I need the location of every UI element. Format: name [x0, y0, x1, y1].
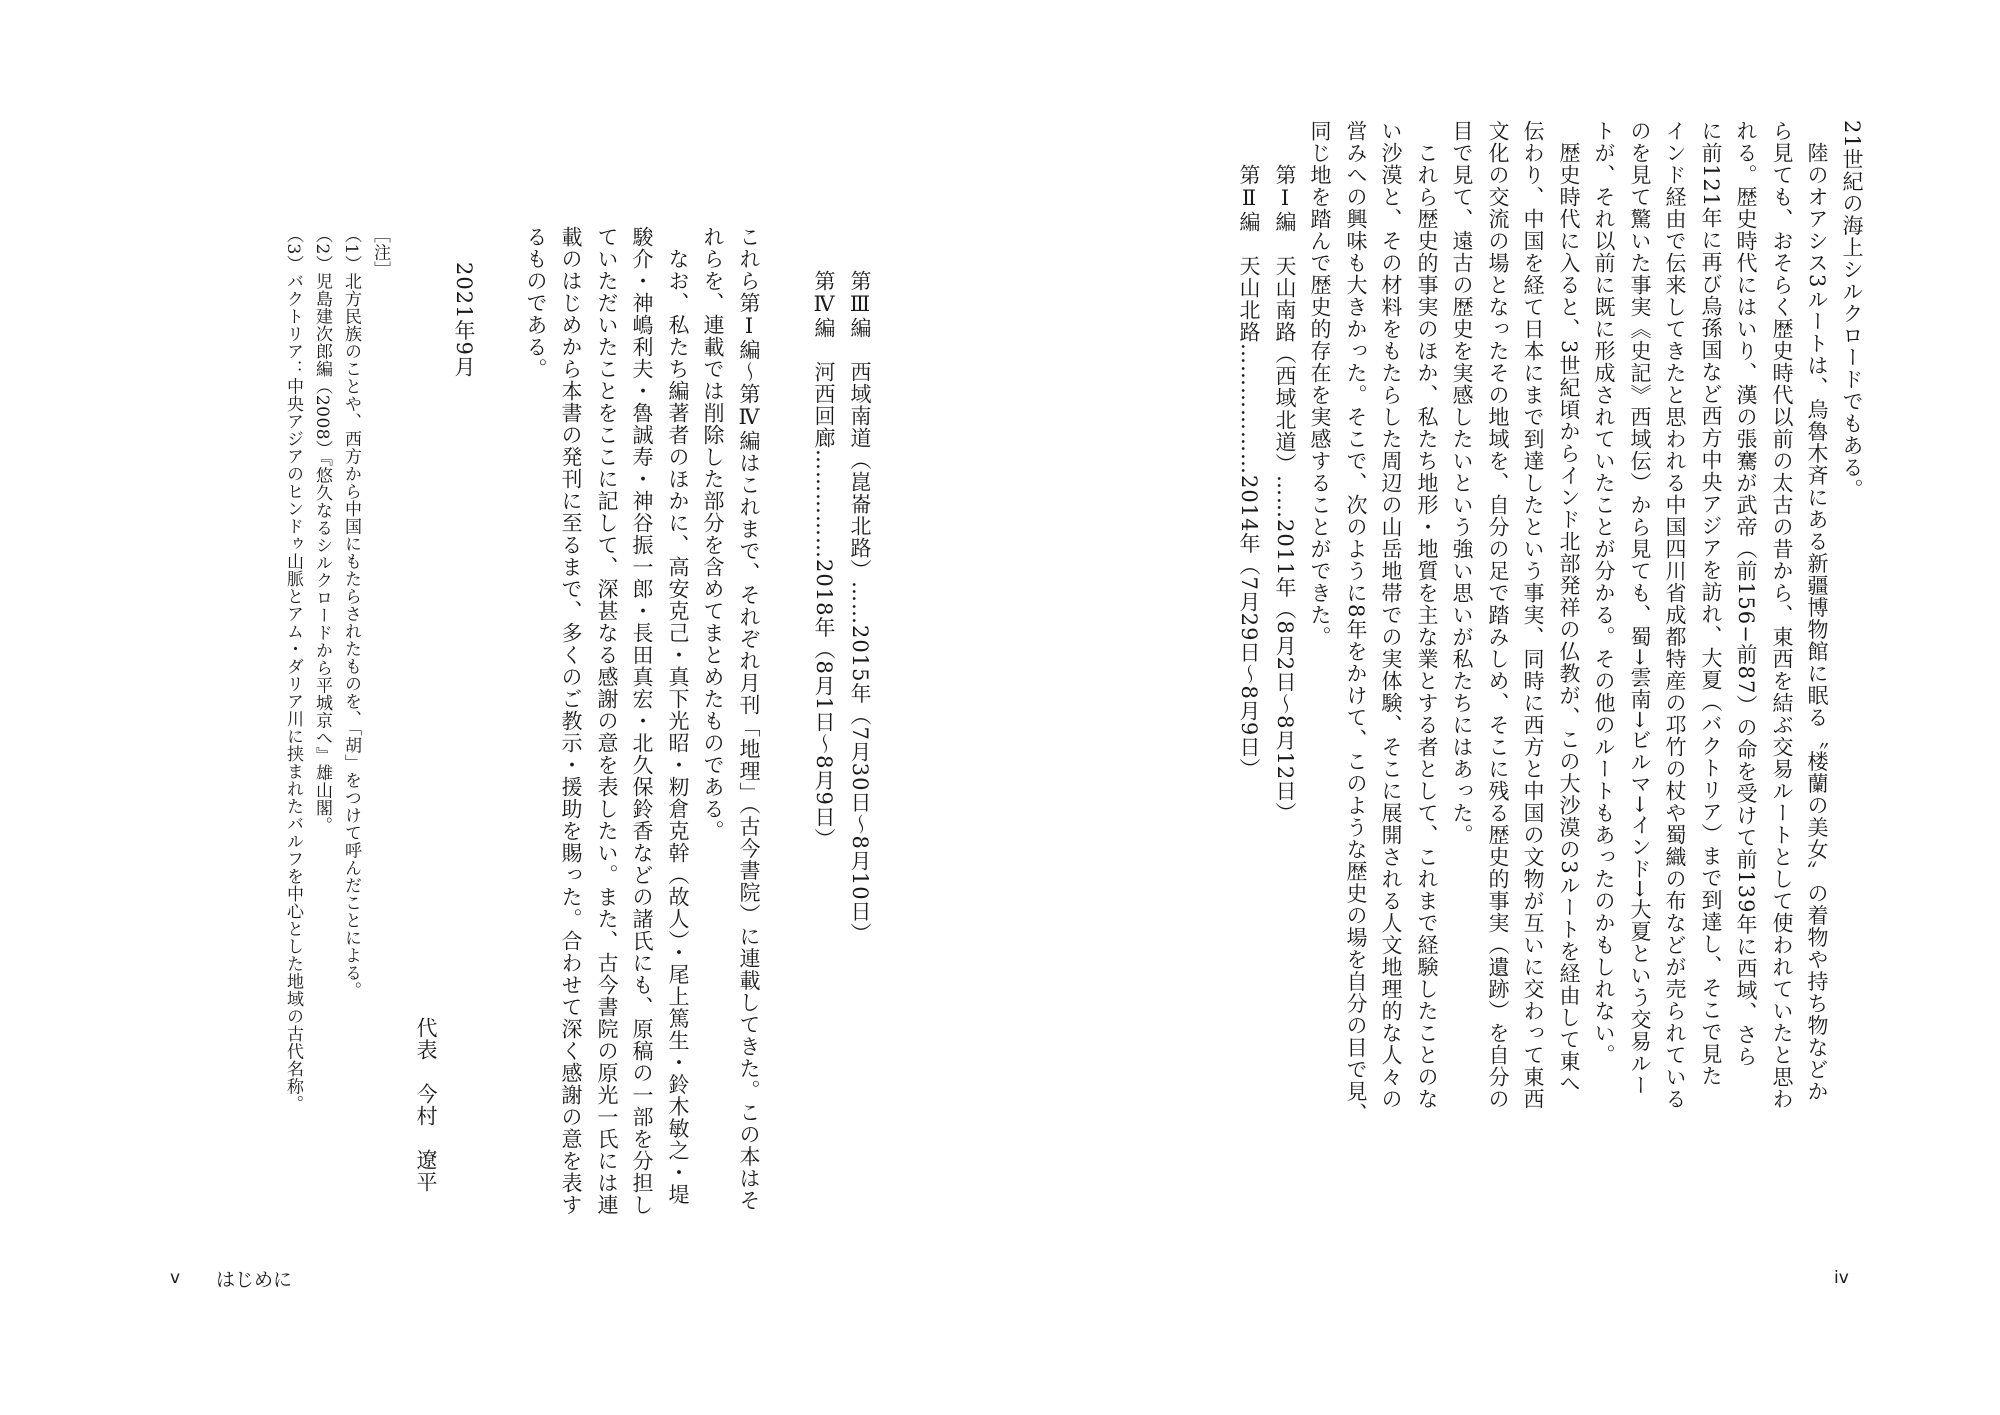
text-line: 目で見て、遠古の歴史を実感したいという強い思いが私たちにはあった。 [1450, 120, 1474, 846]
text-line: れらを、連載では削除した部分を含めてまとめたものである。 [701, 226, 725, 842]
text-line: のを見て驚いた事実《史記》西域伝）から見ても、蜀→雲南→ビルマ→インド→大夏という交易ルー [1628, 120, 1652, 1097]
text-line: 第Ⅳ編 河西回廊……………2018年（8月1日〜8月9日） [812, 226, 836, 850]
text-line: ていただいたことをここに記して、深甚なる感謝の意を表したい。また、古今書院の原光一氏には連 [595, 226, 619, 1216]
text-line: に前121年に再び烏孫国など西方中央アジアを訪れ、大夏（バクトリア）まで到達し、そこで見た [1699, 120, 1723, 1088]
running-head: はじめに [216, 1269, 293, 1291]
text-line: 陸のオアシス3ルートは、烏魯木斉にある新疆博物館に眠る〝楼蘭の美女〟の着物や持ち物などか [1805, 120, 1829, 1103]
note-item: （3）バクトリア：中央アジアのヒンドゥ山脈とアム・ダリア川に挟まれたバルフを中心とした地域の古代名称。 [283, 226, 303, 1113]
signature: 代表 今村 遼平 [414, 1017, 438, 1193]
text-line: 文化の交流の場となったその地域を、自分の足で踏みしめ、そこに残る歴史的事実（遺跡）を自分の [1486, 120, 1510, 1110]
date: 2021年9月 [452, 262, 476, 378]
text-line: 伝わり、中国を経て日本にまで到達したという事実、同時に西方と中国の文物が互いに交わって東西 [1521, 120, 1545, 1110]
page-number-left: v [170, 1268, 181, 1288]
notes-heading: ［注］ [370, 226, 390, 279]
text-line: 21世紀の海上シルクロードでもある。 [1840, 120, 1864, 501]
text-line: 第Ⅰ編 天山南路（西域北道）……2011年（8月2日〜8月12日） [1273, 120, 1297, 825]
text-line: 第Ⅲ編 西域南道（崑崙北路）……2015年（7月30日〜8月10日） [848, 226, 872, 945]
note-item: （2）児島建次郎編（2008）『悠久なるシルクロードから平城京へ』雄山閣。 [312, 226, 332, 835]
text-line: これら第Ⅰ編〜第Ⅳ編はこれまで、それぞれ月刊「地理」（古今書院）に連載してきた。この本はそ [737, 226, 761, 1212]
text-line: い沙漠と、その材料をもたらした周辺の山岳地帯での実体験、そこに展開される人文地理的な人々の [1379, 120, 1403, 1110]
text-line: るものである。 [524, 226, 548, 380]
text-line: 駿介・神嶋利夫・魯誠寿・神谷振一郎・長田真宏・北久保鈴香などの諸氏にも、原稿の一部を分担し [630, 226, 654, 1216]
text-line: トが、それ以前に既に形成されていたことが分かる。その他のルートもあったのかもしれない。 [1592, 120, 1616, 1066]
text-line: これら歴史的事実のほか、私たち地形・地質を主な業とする者として、これまで経験したことのな [1415, 120, 1439, 1110]
page-number-right: iv [1834, 1268, 1849, 1288]
text-line: 第Ⅱ編 天山北路………………2014年（7月29日〜8月9日） [1237, 120, 1261, 781]
note-item: （1）北方民族のことや、西方から中国にもたらされたものを、「胡」をつけて呼んだことによる。 [341, 226, 361, 999]
text-line: 同じ地を踏んで歴史的存在を実感することができた。 [1308, 120, 1332, 648]
text-line: なお、私たち編著者のほかに、高安克己・真下光昭・籾倉克幹（故人）・尾上篤生・鈴木敏之・堤 [666, 226, 690, 1206]
text-line: 歴史時代に入ると、3世紀頃からインド北部発祥の仏教が、この大沙漠の3ルートを経由して東へ [1557, 120, 1581, 1095]
text-line: 営みへの興味も大きかった。そこで、次のように8年をかけて、このような歴史の場を自分の目で見、 [1344, 120, 1368, 1125]
text-line: れる。歴史時代にはいり、漢の張騫が武帝（前156−前87）の命を受けて前139年に西域、さら [1734, 120, 1758, 1068]
text-line: 載のはじめから本書の発刊に至るまで、多くのご教示・援助を賜った。合わせて深く感謝の意を表す [559, 226, 583, 1216]
text-line: インド経由で伝来してきたと思われる中国四川省成都特産の邛竹の杖や蜀織の布などが売られている [1663, 120, 1687, 1110]
text-line: ら見ても、おそらく歴史時代以前の太古の昔から、東西を結ぶ交易ルートとして使われていたと思わ [1770, 120, 1794, 1110]
